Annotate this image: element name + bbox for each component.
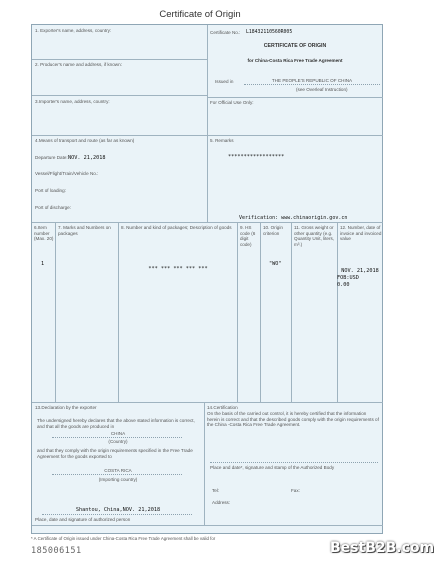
divider xyxy=(291,222,292,402)
producer-label: 2. Producer's name and address, if known: xyxy=(35,62,122,67)
origin-country-value: CHINA xyxy=(110,431,126,436)
certificate-subheading: for China-Costa Rica Free Trade Agreement xyxy=(247,58,343,63)
stamp-line xyxy=(210,462,378,463)
divider xyxy=(237,222,238,402)
remarks-value: ****************** xyxy=(228,154,285,160)
issued-in-line xyxy=(244,84,380,85)
certification-text: On the basis of the carried out control, it is hereby certified that the information herein is correct and that the described goods comply with the origin requirements of the China -Costa Rica Free Trade Agreement. xyxy=(207,411,379,428)
issued-in-value: THE PEOPLE'S REPUBLIC OF CHINA xyxy=(271,78,353,83)
item-number-header: 6.Item number (Max. 20) xyxy=(34,225,54,242)
divider xyxy=(207,97,383,98)
divider xyxy=(204,402,205,525)
certificate-no-label: Certificate No.: xyxy=(210,30,241,35)
signature-line xyxy=(42,514,192,515)
place-date-value: Shantou, China,NOV. 21,2018 xyxy=(75,507,161,513)
footer-note: * A Certificate of Origin issued under China-Costa Rica Free Trade Agreement shall be valid for xyxy=(31,536,216,541)
hs-code-header: 9. HS code (6 digit code) xyxy=(240,225,256,247)
certificate-no-value: L18432110560R005 xyxy=(246,30,293,35)
stamp-label: Place and date*, signature and stamp of the Authorized Body xyxy=(210,465,335,470)
importing-country-line xyxy=(52,474,182,475)
vessel-label: Vessel/Flight/Train/Vehicle No.: xyxy=(35,171,99,176)
place-date-label: Place, date and signature of authorized person xyxy=(35,517,131,522)
transport-label: 4.Means of transport and route (as far as known) xyxy=(35,138,135,143)
divider xyxy=(337,222,338,402)
divider xyxy=(32,95,207,96)
description-header: 8. Number and kind of packages; Description of goods xyxy=(121,225,232,230)
departure-value: NOV. 21,2018 xyxy=(68,155,106,161)
marks-header: 7. Marks and Numbers on packages xyxy=(58,225,111,236)
tel-label: Tel: xyxy=(212,488,220,493)
divider xyxy=(32,135,383,136)
discharge-label: Port of discharge: xyxy=(35,205,72,210)
declaration-text-1: The undersigned hereby declares that the above stated information is correct, and that all the goods are produced in xyxy=(37,418,195,429)
gross-weight-header: 11. Gross weight or other quantity (e.g. Quantity Unit, liters, m³.) xyxy=(294,225,335,247)
fax-label: Fax: xyxy=(291,488,300,493)
verification-text: Verification: www.chinaorigin.gov.cn xyxy=(239,215,348,221)
origin-criterion-header: 10. Origin criterion xyxy=(263,225,283,236)
remarks-label: 5. Remarks xyxy=(210,138,234,143)
certification-label: 14.Certification xyxy=(207,405,238,410)
item-number-value: 1 xyxy=(41,261,45,267)
origin-country-line xyxy=(52,437,182,438)
departure-label: Departure Date: xyxy=(35,155,68,160)
origin-criterion-value: "WO" xyxy=(269,261,282,267)
address-label: Address: xyxy=(212,500,231,505)
invoice-terms-value: FOB:USD xyxy=(337,275,359,281)
declaration-label: 13.Declaration by the exporter xyxy=(35,405,97,410)
divider xyxy=(32,525,383,526)
declaration-text-2: and that they comply with the origin requirements specified in the Free Trade Agreement for the goods exported to xyxy=(37,448,193,459)
divider xyxy=(55,222,56,402)
certificate-heading: CERTIFICATE OF ORIGIN xyxy=(263,43,327,49)
divider xyxy=(207,25,208,222)
document-title: Certificate of Origin xyxy=(159,9,241,20)
origin-country-label: (Country) xyxy=(108,439,128,444)
divider xyxy=(260,222,261,402)
watermark-logo: BestB2B.com xyxy=(330,540,434,556)
importer-label: 3.Importer's name, address, country: xyxy=(35,99,110,104)
divider xyxy=(32,402,383,403)
importing-country-value: COSTA RICA xyxy=(104,468,132,473)
invoice-value: 0.00 xyxy=(337,282,350,288)
exporter-label: 1. Exporter's name, address, country: xyxy=(35,28,112,33)
invoice-header: 12. Number, date of invoice and invoiced value xyxy=(340,225,382,242)
official-use-label: For Official Use Only: xyxy=(210,100,254,105)
loading-label: Port of loading: xyxy=(35,188,66,193)
divider xyxy=(32,59,207,60)
divider xyxy=(32,222,383,223)
importing-country-label: (Importing country) xyxy=(98,477,138,482)
description-value: *** *** *** *** *** xyxy=(148,266,208,272)
overleaf-note: (see Overleaf Instruction) xyxy=(296,87,348,92)
divider xyxy=(118,222,119,402)
serial-number: 185006151 xyxy=(31,546,82,556)
invoice-date-value: NOV. 21,2018 xyxy=(341,268,379,274)
issued-in-label: Issued in xyxy=(215,79,234,84)
certificate-form xyxy=(31,24,383,534)
